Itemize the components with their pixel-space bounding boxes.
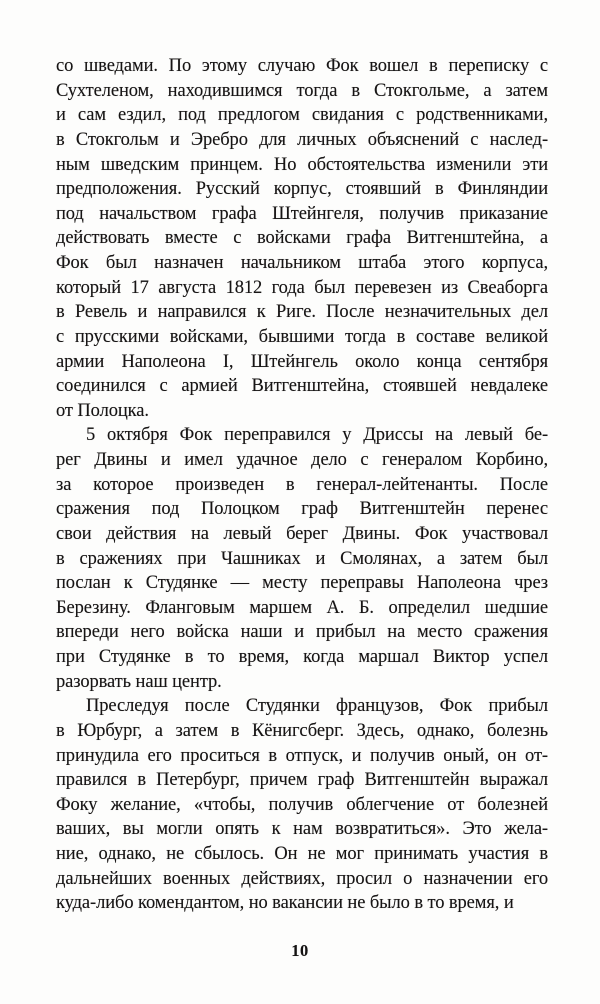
text-line: разорвать наш центр. xyxy=(56,671,222,692)
page-text xyxy=(56,54,548,916)
text-line: ние, однако, не сбылось. Он не мог принимать участия в xyxy=(56,844,548,864)
text-line: в Ревель и направился к Риге. После незначительных дел xyxy=(56,302,548,323)
text-line: от Полоцка. xyxy=(56,400,149,421)
text-line: Березину. Фланговым маршем А. Б. определил шедшие xyxy=(56,597,548,618)
text-line: впереди него войска наши и прибыл на место сражения xyxy=(56,622,548,643)
text-line: со шведами. По этому случаю Фок вошел в переписку с xyxy=(56,56,548,76)
text-line: армии Наполеона I, Штейнгель около конца сентября xyxy=(56,351,548,372)
text-line: послан к Студянке — месту переправы Наполеона чрез xyxy=(56,573,548,594)
text-line: Фок был назначен начальником штаба этого корпуса, xyxy=(56,253,548,273)
text-line: правился в Петербург, причем граф Витгенштейн выражал xyxy=(56,770,548,791)
text-line: соединился с армией Витгенштейна, стоявшей невдалеке xyxy=(56,376,548,397)
text-line: сражения под Полоцком граф Витгенштейн перенес xyxy=(56,499,548,520)
text-line: в Юрбург, а затем в Кёнигсберг. Здесь, однако, болезнь xyxy=(56,720,548,741)
text-line: действовать вместе с войсками графа Витгенштейна, а xyxy=(56,228,548,249)
text-line: свои действия на левый берег Двины. Фок участвовал xyxy=(56,523,548,544)
text-line: при Студянке в то время, когда маршал Виктор успел xyxy=(56,647,548,667)
text-line: под начальством графа Штейнгеля, получив приказание xyxy=(56,203,548,224)
text-line: Сухтеленом, находившимся тогда в Стокгольме, а затем xyxy=(56,80,548,101)
text-line: за которое произведен в генерал-лейтенанты. После xyxy=(56,474,548,495)
text-line: и сам ездил, под предлогом свидания с родственниками, xyxy=(56,105,548,126)
text-line: 5 октября Фок переправился у Дриссы на левый бе- xyxy=(86,425,548,446)
text-line: в сражениях при Чашниках и Смолянах, а затем был xyxy=(56,548,548,569)
text-line: рег Двины и имел удачное дело с генералом Корбино, xyxy=(56,450,548,470)
text-line: в Стокгольм и Эребро для личных объяснений с наслед- xyxy=(56,129,548,150)
text-line: куда-либо комендантом, но вакансии не было в то время, и xyxy=(56,893,514,914)
text-line: Преследуя после Студянки французов, Фок прибыл xyxy=(86,696,548,717)
text-line: Фоку желание, «чтобы, получив облегчение от болезней xyxy=(56,794,548,815)
text-line: ваших, вы могли опять к нам возвратиться». Это жела- xyxy=(56,819,548,840)
page-number: 10 xyxy=(291,941,309,960)
text-line: принудила его проситься в отпуск, и получив оный, он от- xyxy=(56,745,548,766)
text-line: предположения. Русский корпус, стоявший в Финляндии xyxy=(56,179,548,200)
text-line: с прусскими войсками, бывшими тогда в составе великой xyxy=(56,326,548,347)
text-line: который 17 августа 1812 года был перевезен из Свеаборга xyxy=(56,277,548,298)
text-line: ным шведским принцем. Но обстоятельства изменили эти xyxy=(56,154,548,175)
text-line: дальнейших военных действиях, просил о назначении его xyxy=(56,868,548,889)
